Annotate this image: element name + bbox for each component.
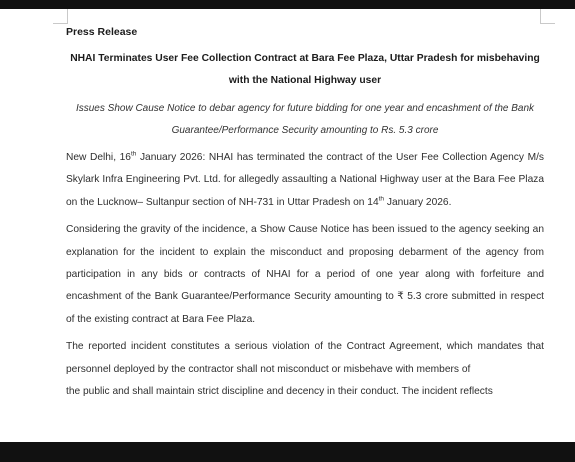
subheadline: Issues Show Cause Notice to debar agency for future bidding for one year and encashment of the Bank Guarantee/Performance Security amounting to Rs. 5.3 crore xyxy=(75,103,535,136)
paragraph-3-continued: the public and shall maintain strict discipline and decency in their conduct. The incident reflects xyxy=(66,386,493,398)
paragraph-1-part-a: New Delhi, 16 xyxy=(66,152,131,163)
crop-mark-left xyxy=(53,9,68,24)
document-page xyxy=(66,24,544,442)
paragraph-1-part-c: January 2026. xyxy=(384,196,452,208)
paragraph-3: The reported incident constitutes a serious violation of the Contract Agreement, which mandates that personnel deployed by the contractor shall not misconduct or misbehave with members of xyxy=(66,341,544,375)
paragraph-1-part-b: January 2026: NHAI has terminated the contract of the User Fee Collection Agency M/s Skylark Infra Engineering Pvt. Ltd. for allegedly assaulting a National Highway user at the Bara Fee Plaza on the Lucknow– Sultanpur section of NH-731 in Uttar Pradesh on 14 xyxy=(66,152,544,208)
crop-mark-right xyxy=(540,9,555,24)
press-release-label: Press Release xyxy=(66,26,138,38)
headline: NHAI Terminates User Fee Collection Contract at Bara Fee Plaza, Uttar Pradesh for misbehaving with the National Highway user xyxy=(70,53,540,86)
top-border xyxy=(0,0,575,9)
paragraph-1 xyxy=(66,147,544,214)
paragraph-2: Considering the gravity of the incidence, a Show Cause Notice has been issued to the agency seeking an explanation for the incident to explain the misconduct and proposing debarment of the agency from participation in any bids or contracts of NHAI for a period of one year along with forfeiture and encashment of the Bank Guarantee/Performance Security amounting to ₹ 5.3 crore submitted in respect of the existing contract at Bara Fee Plaza. xyxy=(66,224,544,325)
ordinal-suffix: th xyxy=(378,195,385,203)
ordinal-suffix: th xyxy=(130,150,137,158)
bottom-border xyxy=(0,442,575,462)
